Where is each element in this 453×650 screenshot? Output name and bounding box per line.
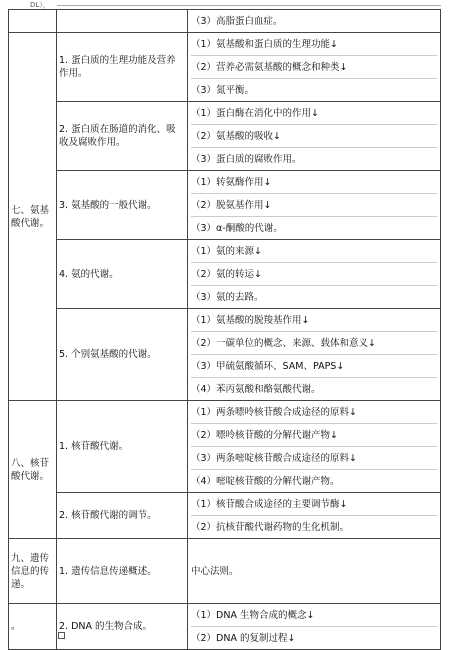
subtopic-title: 3. 氨基酸的一般代谢。 [59,199,157,211]
item-line: （2）氨基酸的吸收↓ [191,124,437,147]
top-rule [57,5,441,6]
table-row [9,10,441,33]
item-line: （3）α-酮酸的代谢。 [191,216,437,239]
subtopic-cell [57,171,188,240]
item-line: （1）两条嘌呤核苷酸合成途径的原料↓ [191,406,358,418]
items-cell [188,539,441,604]
section-cell [9,401,57,539]
section-cell [9,10,57,33]
subtopic-cell [57,10,188,33]
item-line: （2）嘌呤核苷酸的分解代谢产物↓ [191,423,437,446]
section-title: 七、氨基酸代谢。 [11,204,50,229]
subtopic-title: 1. 遗传信息传递概述。 [59,565,157,577]
subtopic-cell [57,102,188,171]
subtopic-cell [57,539,188,604]
item-line: （1）氨基酸的脱羧基作用↓ [191,314,310,326]
item-line: （1）氨基酸和蛋白质的生理功能↓ [191,38,339,50]
item-line: （3）甲硫氨酸循环、SAM、PAPS↓ [191,354,437,377]
subtopic-cell [57,401,188,493]
table-row [9,539,441,604]
subtopic-title: 2. 蛋白质在肠道的消化、吸收及腐败作用。 [59,124,176,148]
item-line: （2）DNA 的复制过程↓ [191,626,437,649]
header-stub: DL）， [30,1,50,9]
item-line: （4）嘧啶核苷酸的分解代谢产物。 [191,469,437,492]
section-cell [9,33,57,401]
subtopic-title: 4. 氨的代谢。 [59,268,119,280]
item-line: （2）营养必需氨基酸的概念和种类↓ [191,55,437,78]
section-cell [9,539,57,604]
item-line: （3）蛋白质的腐败作用。 [191,147,437,170]
table-row [9,240,441,309]
item-line: （1）核苷酸合成途径的主要调节酶↓ [191,498,348,510]
items-cell [188,240,441,309]
table-anchor-marker [58,632,65,639]
subtopic-cell [57,493,188,539]
subtopic-title: 1. 核苷酸代谢。 [59,441,129,452]
items-cell [188,10,441,33]
table-row [9,102,441,171]
subtopic-cell [57,604,188,650]
item-line: （2）抗核苷酸代谢药物的生化机制。 [191,515,437,538]
table-row [9,309,441,401]
items-cell [188,401,441,493]
table-row [9,604,441,650]
subtopic-title: 2. DNA 的生物合成。 [59,621,153,632]
item-line: （1）DNA 生物合成的概念↓ [191,609,315,621]
item-line: （3）高脂蛋白血症。 [191,15,283,27]
items-cell [188,604,441,650]
section-cell [9,604,57,650]
section-title: 八、核苷酸代谢。 [11,457,50,482]
table-row [9,493,441,539]
item-line: （2）氨的转运↓ [191,262,437,285]
item-line: （4）苯丙氨酸和酪氨酸代谢。 [191,377,437,400]
items-cell [188,171,441,240]
subtopic-cell [57,33,188,102]
items-cell [188,309,441,401]
subtopic-cell [57,309,188,401]
subtopic-title: 1. 蛋白质的生理功能及营养作用。 [59,55,176,79]
items-cell [188,102,441,171]
table-row [9,33,441,102]
item-line: （1）转氨酶作用↓ [191,176,272,188]
section-title: 九、遗传信息的传递。 [11,552,50,590]
items-cell [188,493,441,539]
section-title: 。 [11,621,21,632]
item-line: 中心法则。 [191,565,239,577]
subtopic-title: 5. 个别氨基酸的代谢。 [59,349,157,360]
table-row [9,401,441,493]
subtopic-title: 2. 核苷酸代谢的调节。 [59,510,157,521]
item-line: （1）氨的来源↓ [191,245,263,257]
item-line: （2）一碳单位的概念、来源、载体和意义↓ [191,331,437,354]
item-line: （3）氨的去路。 [191,285,437,308]
syllabus-table [8,9,441,650]
table-row [9,171,441,240]
item-line: （3）氮平衡。 [191,78,437,101]
items-cell [188,33,441,102]
item-line: （2）脱氨基作用↓ [191,193,437,216]
item-line: （1）蛋白酶在消化中的作用↓ [191,107,320,119]
subtopic-cell [57,240,188,309]
item-line: （3）两条嘧啶核苷酸合成途径的原料↓ [191,446,437,469]
